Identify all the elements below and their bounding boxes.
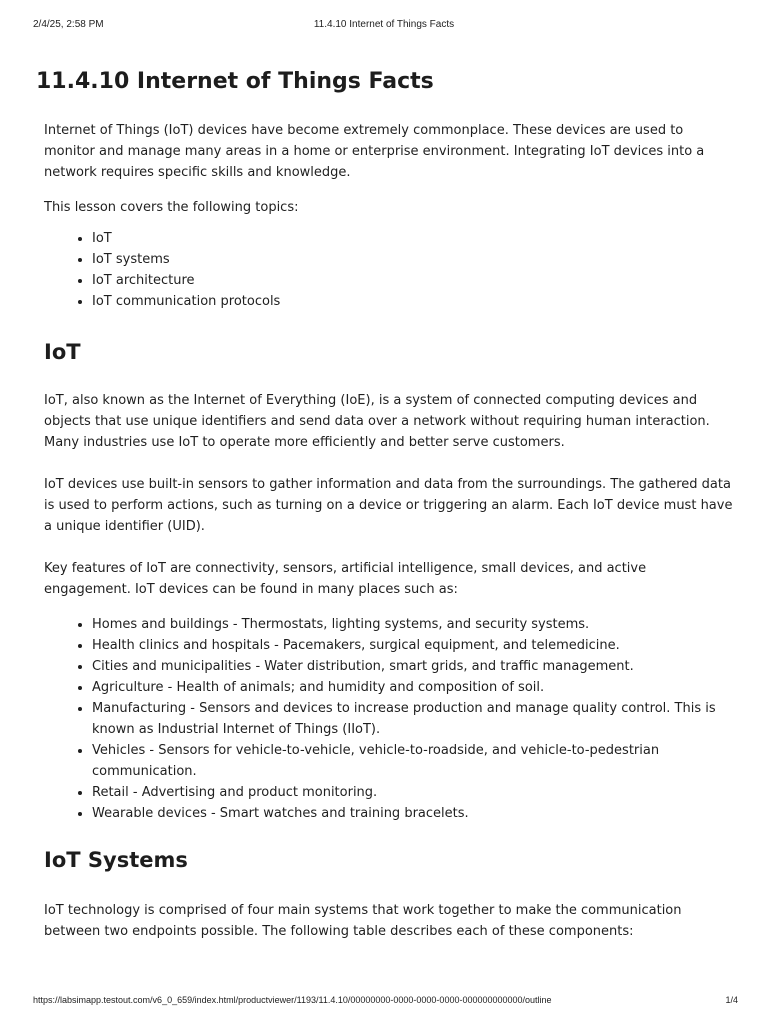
iot-paragraph-1: IoT, also known as the Internet of Everything (IoE), is a system of connected computing devices and objects that use unique identifiers and send data over a network without requiring human interaction. Many industries use IoT to operate more efficiently and better serve customers.	[44, 393, 710, 450]
list-item: • Health clinics and hospitals - Pacemakers, surgical equipment, and telemedicine.	[92, 635, 736, 656]
list-item: • IoT communication protocols	[92, 291, 736, 312]
list-item: • Retail - Advertising and product monitoring.	[92, 782, 736, 803]
list-item: • Manufacturing - Sensors and devices to increase production and manage quality control. This is known as Industrial Internet of Things (IIoT).	[92, 698, 736, 740]
iot-systems-paragraph: IoT technology is comprised of four main systems that work together to make the communication between two endpoints possible. The following table describes each of these components:	[44, 903, 682, 939]
intro-paragraph: Internet of Things (IoT) devices have become extremely commonplace. These devices are used to monitor and manage many areas in a home or enterprise environment. Integrating IoT devices into a network requires specific skills and knowledge.	[44, 123, 705, 180]
list-item: • IoT architecture	[92, 270, 736, 291]
page-title: 11.4.10 Internet of Things Facts	[36, 69, 434, 94]
article-content	[36, 62, 736, 942]
list-item: • IoT	[92, 228, 736, 249]
iot-paragraph-3: Key features of IoT are connectivity, sensors, artificial intelligence, small devices, and active engagement. IoT devices can be found in many places such as:	[44, 561, 647, 597]
print-datetime: 2/4/25, 2:58 PM	[33, 19, 104, 30]
section-heading-iot-systems: IoT Systems	[44, 848, 188, 872]
iot-paragraph-2: IoT devices use built-in sensors to gather information and data from the surroundings. The gathered data is used to perform actions, such as turning on a device or triggering an alarm. Each IoT device must have a unique identifier (UID).	[44, 477, 733, 534]
list-item: • Cities and municipalities - Water distribution, smart grids, and traffic management.	[92, 656, 736, 677]
topics-list	[44, 228, 736, 312]
list-item: • Agriculture - Health of animals; and humidity and composition of soil.	[92, 677, 736, 698]
page-number: 1/4	[725, 995, 738, 1005]
list-item: • Homes and buildings - Thermostats, lighting systems, and security systems.	[92, 614, 736, 635]
list-item: • IoT systems	[92, 249, 736, 270]
print-url: https://labsimapp.testout.com/v6_0_659/index.html/productviewer/1193/11.4.10/00000000-0000-0000-0000-000000000000/outline	[33, 995, 552, 1005]
list-item: • Vehicles - Sensors for vehicle-to-vehicle, vehicle-to-roadside, and vehicle-to-pedestrian communication.	[92, 740, 736, 782]
iot-places-list	[44, 614, 736, 824]
list-item: • Wearable devices - Smart watches and training bracelets.	[92, 803, 736, 824]
section-heading-iot: IoT	[44, 340, 81, 364]
print-doc-title: 11.4.10 Internet of Things Facts	[313, 19, 455, 30]
topics-lead-in: This lesson covers the following topics:	[44, 200, 299, 215]
